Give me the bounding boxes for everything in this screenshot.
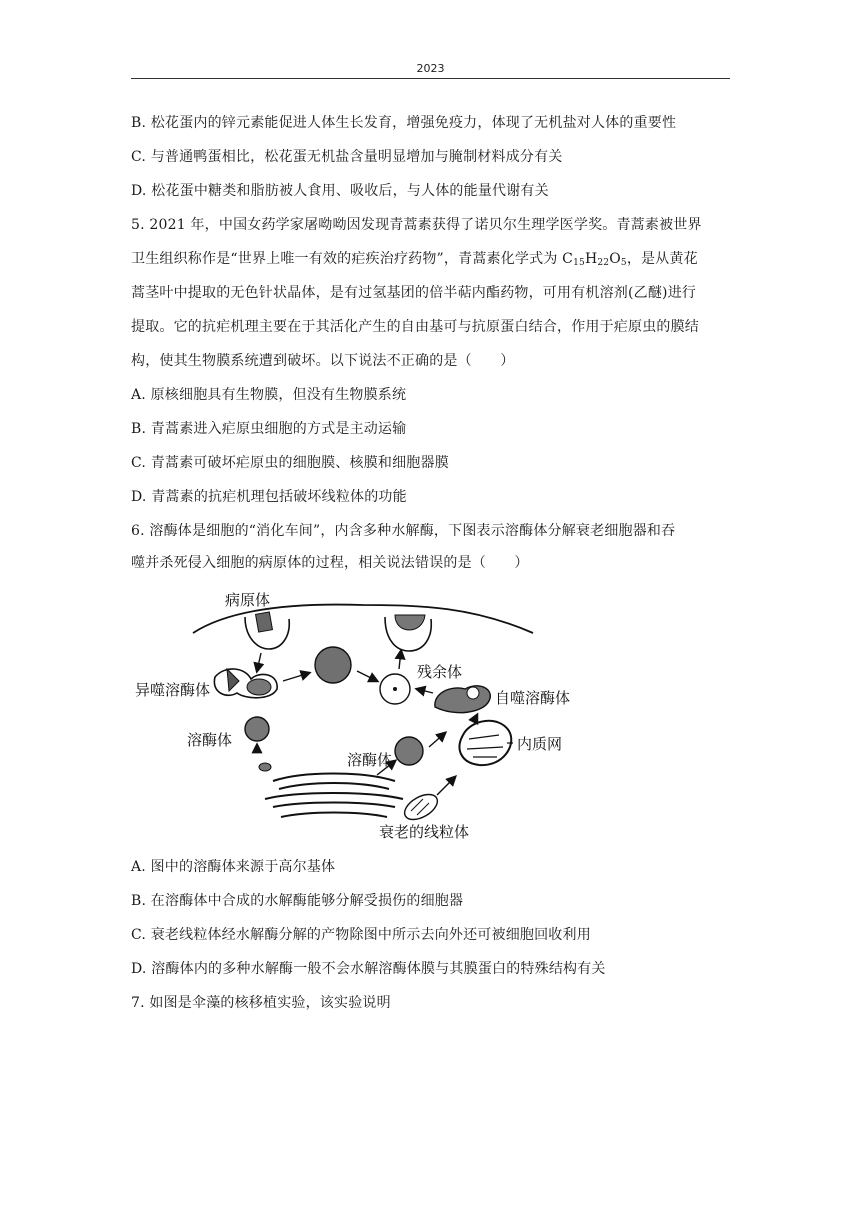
q5-stem-line-2-tail: ，是从黄花 bbox=[626, 251, 698, 267]
label-pathogen: 病原体 bbox=[225, 591, 271, 609]
q5-stem-line-2-text: 卫生组织称作是“世界上唯一有效的疟疾治疗药物”，青蒿素化学式为 C bbox=[131, 251, 574, 267]
arrow-to-exocytosis bbox=[399, 651, 401, 669]
arrow-mito-up bbox=[437, 777, 455, 795]
label-lysosome-mid: 溶酶体 bbox=[347, 751, 393, 769]
arrow-to-residual bbox=[357, 671, 377, 681]
label-er: 内质网 bbox=[517, 735, 563, 753]
residual-body-core bbox=[393, 687, 397, 691]
formula-h: H bbox=[584, 251, 598, 267]
digesting-vesicle bbox=[315, 647, 351, 683]
q5-option-b: B. 青蒿素进入疟原虫细胞的方式是主动运输 bbox=[131, 421, 407, 437]
q5-stem-line-5: 构，使其生物膜系统遭到破坏。以下说法不正确的是（ ） bbox=[131, 353, 515, 369]
q5-stem-line-2 bbox=[131, 248, 698, 268]
q4-option-c: C. 与普通鸭蛋相比，松花蛋无机盐含量明显增加与腌制材料成分有关 bbox=[131, 149, 563, 165]
q6-option-b: B. 在溶酶体中合成的水解酶能够分解受损伤的细胞器 bbox=[131, 893, 464, 909]
q4-option-b: B. 松花蛋内的锌元素能促进人体生长发育，增强免疫力，体现了无机盐对人体的重要性 bbox=[131, 115, 677, 131]
q7-stem-line-1: 7. 如图是伞藻的核移植实验，该实验说明 bbox=[131, 995, 391, 1011]
arrow-er-to-autophagic bbox=[475, 715, 477, 719]
merging-lysosome bbox=[247, 679, 271, 695]
q5-option-d: D. 青蒿素的抗疟机理包括破坏线粒体的功能 bbox=[131, 489, 407, 505]
arrow-lysosome-to-er bbox=[429, 733, 445, 747]
er-cristae bbox=[467, 735, 503, 757]
label-heterophagic-lysosome: 异噬溶酶体 bbox=[135, 681, 211, 699]
small-vesicle-left bbox=[259, 763, 271, 771]
label-old-mitochondrion: 衰老的线粒体 bbox=[379, 823, 470, 841]
lysosome-process-figure bbox=[133, 585, 593, 845]
label-residual-body: 残余体 bbox=[417, 663, 463, 681]
formula-o: O bbox=[609, 251, 621, 267]
q5-stem-line-1: 5. 2021 年，中国女药学家屠呦呦因发现青蒿素获得了诺贝尔生理学医学奖。青蒿素被世界 bbox=[131, 217, 702, 233]
lysosome-left-shape bbox=[245, 717, 269, 741]
q6-option-d: D. 溶酶体内的多种水解酶一般不会水解溶酶体膜与其膜蛋白的特殊结构有关 bbox=[131, 961, 606, 977]
page-header-year: 2023 bbox=[416, 62, 445, 75]
exocytosed-content bbox=[395, 615, 425, 630]
arrow-to-digestion bbox=[283, 673, 309, 681]
label-lysosome-left: 溶酶体 bbox=[187, 731, 233, 749]
autophagic-lysosome-shape bbox=[435, 686, 490, 713]
q5-stem-line-3: 蒿茎叶中提取的无色针状晶体，是有过氢基团的倍半萜内酯药物，可用有机溶剂(乙醚)进行 bbox=[131, 285, 697, 301]
formula-o-subscript: 5 bbox=[620, 258, 627, 268]
arrow-autophagic-to-residual bbox=[417, 689, 433, 693]
old-mitochondrion-shape bbox=[400, 789, 441, 824]
header-rule bbox=[131, 78, 730, 79]
er-wrap bbox=[460, 721, 512, 765]
q5-option-a: A. 原核细胞具有生物膜，但没有生物膜系统 bbox=[131, 387, 407, 403]
formula-c-subscript: 15 bbox=[573, 258, 585, 268]
q6-stem-line-1: 6. 溶酶体是细胞的“消化车间”，内含多种水解酶，下图表示溶酶体分解衰老细胞器和吞 bbox=[131, 523, 676, 539]
q4-option-d: D. 松花蛋中糖类和脂肪被人食用、吸收后，与人体的能量代谢有关 bbox=[131, 183, 549, 199]
label-autophagic-lysosome: 自噬溶酶体 bbox=[495, 689, 571, 707]
formula-h-subscript: 22 bbox=[597, 258, 610, 268]
autophagic-inner bbox=[467, 687, 479, 699]
q5-option-c: C. 青蒿素可破坏疟原虫的细胞膜、核膜和细胞器膜 bbox=[131, 455, 449, 471]
q6-option-a: A. 图中的溶酶体来源于高尔基体 bbox=[131, 859, 336, 875]
q6-stem-line-2: 噬并杀死侵入细胞的病原体的过程，相关说法错误的是（ ） bbox=[131, 555, 529, 571]
q5-stem-line-4: 提取。它的抗疟机理主要在于其活化产生的自由基可与抗原蛋白结合，作用于疟原虫的膜结 bbox=[131, 319, 699, 335]
golgi-apparatus bbox=[265, 774, 403, 818]
q6-option-c: C. 衰老线粒体经水解酶分解的产物除图中所示去向外还可被细胞回收利用 bbox=[131, 927, 591, 943]
lysosome-mid-shape bbox=[395, 737, 423, 765]
pathogen-shape bbox=[256, 612, 273, 632]
arrow-pathogen-down bbox=[257, 653, 261, 671]
